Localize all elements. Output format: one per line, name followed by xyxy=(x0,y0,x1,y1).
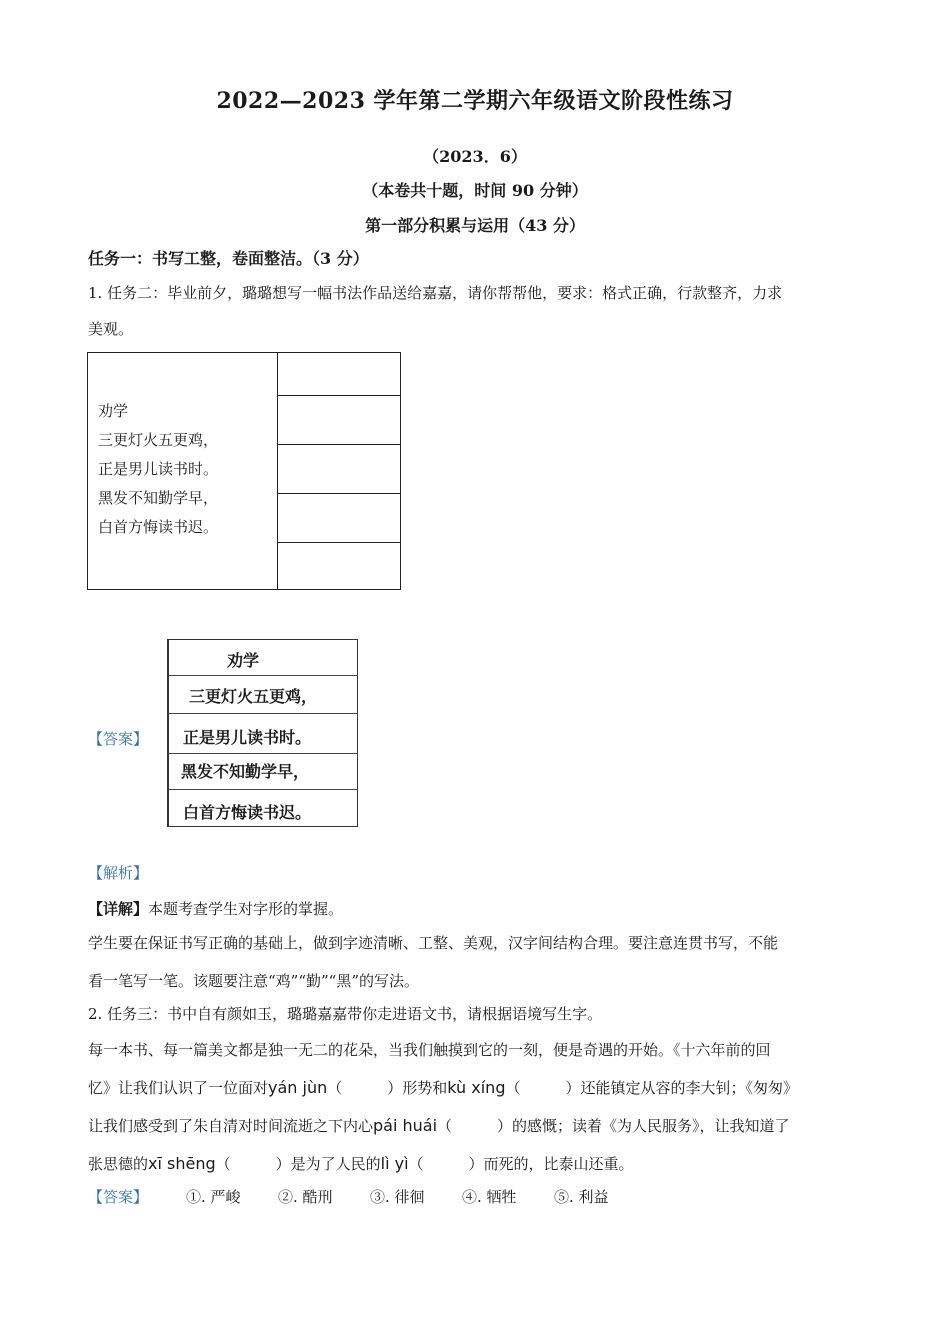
answer-row-text: 正是男儿读书时。 xyxy=(183,728,312,747)
exam-date: （2023．6） xyxy=(423,147,527,166)
pinyin-xisheng: xī shēng xyxy=(148,1154,216,1173)
writing-cell xyxy=(277,396,401,445)
poem-line: 正是男儿读书时。 xyxy=(98,460,219,478)
passage-text: （ ）而死的，比泰山还重。 xyxy=(408,1155,634,1173)
answer-item: ②. 酷刑 xyxy=(278,1188,333,1206)
answer-row-text: 白首方悔读书迟。 xyxy=(183,803,312,822)
passage-text: 让我们感受到了朱自清对时间流逝之下内心 xyxy=(88,1117,374,1135)
explain-line: 学生要在保证书写正确的基础上，做到字迹清晰、工整、美观，汉字间结构合理。要注意连贯书写，不能 xyxy=(88,934,779,952)
passage-line xyxy=(88,1069,864,1107)
passage-text: 张思德的 xyxy=(88,1155,149,1173)
writing-cell xyxy=(277,353,401,396)
answer-item: ①. 严峻 xyxy=(186,1188,241,1206)
part-heading: 第一部分积累与运用（43 分） xyxy=(365,216,585,235)
detail-label: 【详解】 xyxy=(88,900,149,918)
answer-row-text: 黑发不知勤学早， xyxy=(181,762,310,781)
q2-answer-label: 【答案】 xyxy=(88,1188,149,1206)
passage-text: （ ）的感慨；读着《为人民服务》，让我知道了 xyxy=(437,1117,790,1135)
q1-line2: 美观。 xyxy=(88,320,134,338)
pinyin-yanjun: yán jùn xyxy=(268,1078,328,1097)
passage-line xyxy=(88,1107,864,1145)
q1-analysis-label: 【解析】 xyxy=(88,864,149,882)
answer-item: ④. 牺牲 xyxy=(462,1188,517,1206)
writing-cell xyxy=(277,543,401,589)
page-title: 2022—2023 学年第二学期六年级语文阶段性练习 xyxy=(216,88,734,114)
calligraphy-grid xyxy=(87,352,401,590)
answer-row-text: 劝学 xyxy=(227,651,260,670)
passage-text: （ ）是为了人民的 xyxy=(215,1155,381,1173)
q2-answer xyxy=(88,1179,864,1215)
q1-line1: 1. 任务二：毕业前夕，璐璐想写一幅书法作品送给嘉嘉，请你帮帮他，要求：格式正确，行款整齐，力求 xyxy=(88,284,783,302)
pinyin-liyi: lì yì xyxy=(380,1154,409,1173)
q1-explanation xyxy=(88,924,864,1000)
q2-passage xyxy=(88,1032,864,1183)
answer-row xyxy=(169,754,358,790)
poem-line: 黑发不知勤学早， xyxy=(98,489,219,507)
poem-box xyxy=(88,353,278,589)
explain-line: 看一笔写一笔。该题要注意“鸡”“勤”“黑”的写法。 xyxy=(88,972,420,990)
answer-row xyxy=(169,640,358,676)
answer-row xyxy=(169,676,358,714)
pinyin-kuxing: kù xíng xyxy=(447,1078,506,1097)
answer-calligraphy xyxy=(167,639,358,827)
answer-item: ⑤. 利益 xyxy=(554,1188,609,1206)
answer-item: ③. 徘徊 xyxy=(370,1188,425,1206)
passage-text: 忆》让我们认识了一位面对 xyxy=(88,1079,269,1097)
q1-detail xyxy=(88,891,864,927)
poem-line: 三更灯火五更鸡， xyxy=(98,431,219,449)
q1-answer-label: 【答案】 xyxy=(88,730,149,748)
writing-cell xyxy=(277,494,401,543)
pinyin-paihuai: pái huái xyxy=(373,1116,438,1135)
passage-text: （ ）形势和 xyxy=(327,1079,448,1097)
passage-line xyxy=(88,1145,864,1183)
detail-text: 本题考查学生对字形的掌握。 xyxy=(148,900,344,918)
passage-text: （ ）还能镇定从容的李大钊；《匆匆》 xyxy=(505,1079,798,1097)
answer-row xyxy=(169,790,358,826)
passage-line: 每一本书、每一篇美文都是独一无二的花朵，当我们触摸到它的一刻，便是奇遇的开始。《十六年前的回 xyxy=(88,1041,771,1059)
task1-heading: 任务一：书写工整，卷面整洁。（3 分） xyxy=(88,249,369,268)
answer-row-text: 三更灯火五更鸡， xyxy=(189,687,318,706)
poem-title: 劝学 xyxy=(98,402,129,420)
answer-row xyxy=(169,714,358,754)
q2-prompt: 2. 任务三：书中自有颜如玉，璐璐嘉嘉带你走进语文书，请根据语境写生字。 xyxy=(88,1005,603,1023)
poem-text xyxy=(98,397,218,542)
q1-prompt xyxy=(88,275,864,347)
writing-cell xyxy=(277,445,401,494)
poem-line: 白首方悔读书迟。 xyxy=(98,518,219,536)
exam-note: （本卷共十题，时间 90 分钟） xyxy=(362,181,588,200)
